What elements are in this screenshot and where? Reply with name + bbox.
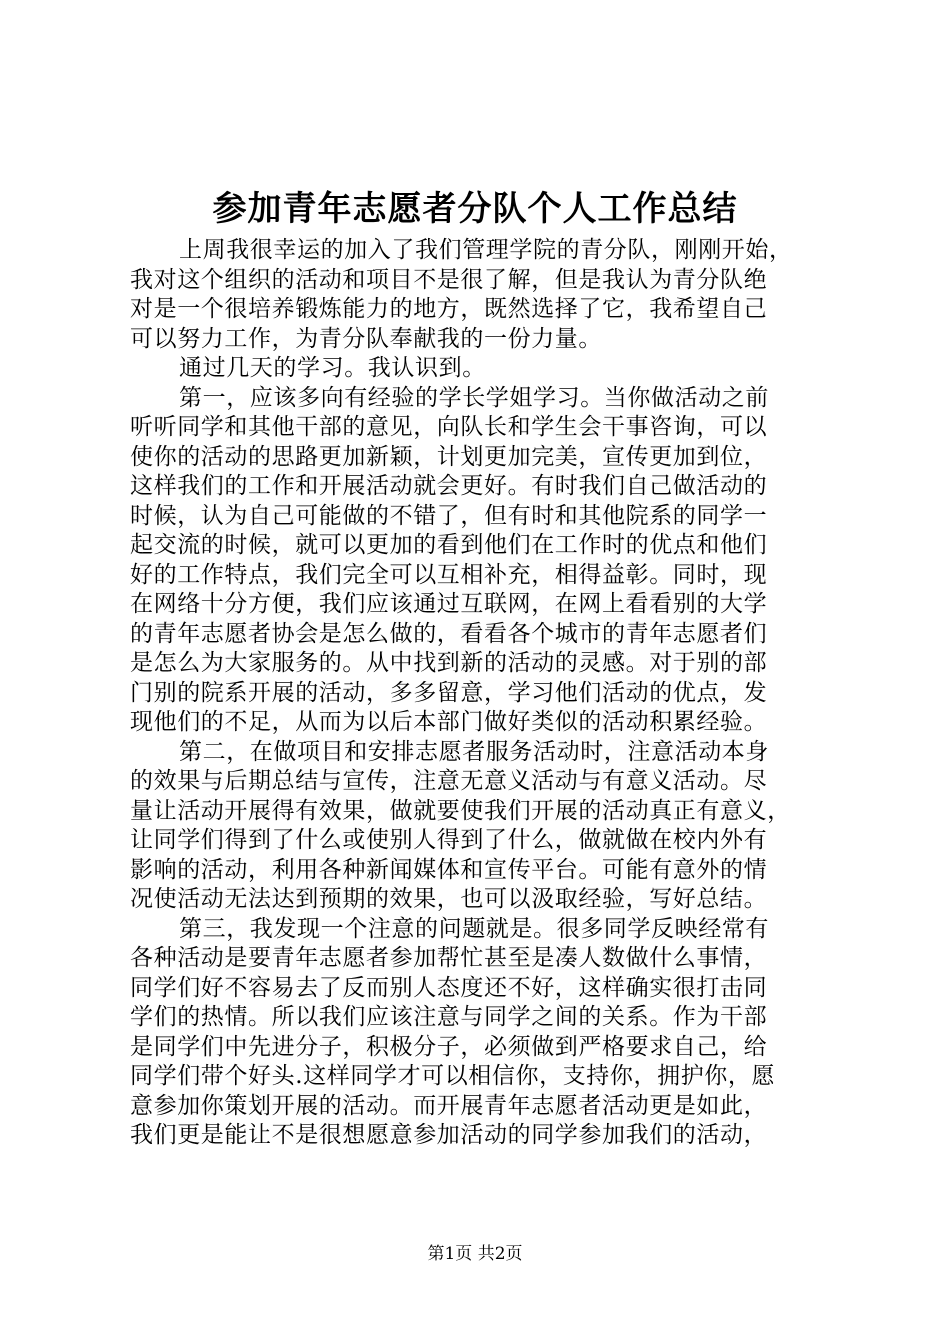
text-line: 我对这个组织的活动和项目不是很了解，但是我认为青分队绝	[130, 266, 768, 293]
text-line: 起交流的时候，就可以更加的看到他们在工作时的优点和他们	[130, 532, 768, 558]
text-line: 对是一个很培养锻炼能力的地方，既然选择了它，我希望自己	[130, 296, 768, 322]
text-line: 各种活动是要青年志愿者参加帮忙甚至是凑人数做什么事情，	[130, 945, 768, 971]
text-line: 第二，在做项目和安排志愿者服务活动时，注意活动本身	[179, 738, 769, 765]
text-line: 这样我们的工作和开展活动就会更好。有时我们自己做活动的	[130, 473, 768, 499]
text-line: 门别的院系开展的活动，多多留意，学习他们活动的优点，发	[130, 679, 768, 706]
text-line: 意参加你策划开展的活动。而开展青年志愿者活动更是如此，	[130, 1092, 768, 1119]
text-line: 影响的活动，利用各种新闻媒体和宣传平台。可能有意外的情	[130, 856, 768, 883]
text-line: 同学们好不容易去了反而别人态度还不好，这样确实很打击同	[130, 974, 768, 1001]
text-line: 使你的活动的思路更加新颖，计划更加完美，宣传更加到位，	[130, 443, 768, 470]
document-title: 参加青年志愿者分队个人工作总结	[212, 189, 738, 229]
document-body	[130, 236, 835, 1151]
text-line: 我们更是能让不是很想愿意参加活动的同学参加我们的活动，	[130, 1122, 768, 1148]
text-line: 是同学们中先进分子，积极分子，必须做到严格要求自己，给	[130, 1033, 768, 1060]
text-line: 在网络十分方便，我们应该通过互联网，在网上看看别的大学	[130, 591, 768, 617]
text-line: 让同学们得到了什么或使别人得到了什么，做就做在校内外有	[130, 827, 768, 853]
text-line: 是怎么为大家服务的。从中找到新的活动的灵感。对于别的部	[130, 650, 768, 676]
text-line: 第三，我发现一个注意的问题就是。很多同学反映经常有	[179, 915, 769, 942]
text-line: 第一，应该多向有经验的学长学姐学习。当你做活动之前	[179, 384, 769, 411]
text-line: 好的工作特点，我们完全可以互相补充，相得益彰。同时，现	[130, 561, 768, 588]
text-line: 量让活动开展得有效果，做就要使我们开展的活动真正有意义，	[130, 797, 791, 824]
text-line: 上周我很幸运的加入了我们管理学院的青分队，刚刚开始，	[179, 237, 793, 263]
page-number: 第1页 共2页	[427, 1244, 523, 1264]
text-line: 的青年志愿者协会是怎么做的，看看各个城市的青年志愿者们	[130, 620, 768, 647]
text-line: 通过几天的学习。我认识到。	[179, 355, 486, 381]
text-line: 可以努力工作，为青分队奉献我的一份力量。	[130, 325, 602, 352]
text-line: 学们的热情。所以我们应该注意与同学之间的关系。作为干部	[130, 1004, 768, 1030]
text-line: 同学们带个好头.这样同学才可以相信你，支持你，拥护你，愿	[130, 1063, 776, 1089]
text-line: 时候，认为自己可能做的不错了，但有时和其他院系的同学一	[130, 502, 768, 529]
text-line: 的效果与后期总结与宣传，注意无意义活动与有意义活动。尽	[130, 768, 768, 794]
text-line: 况使活动无法达到预期的效果，也可以汲取经验，写好总结。	[130, 886, 768, 912]
text-line: 现他们的不足，从而为以后本部门做好类似的活动积累经验。	[130, 709, 768, 735]
text-line: 听听同学和其他干部的意见，向队长和学生会干事咨询，可以	[130, 414, 768, 440]
